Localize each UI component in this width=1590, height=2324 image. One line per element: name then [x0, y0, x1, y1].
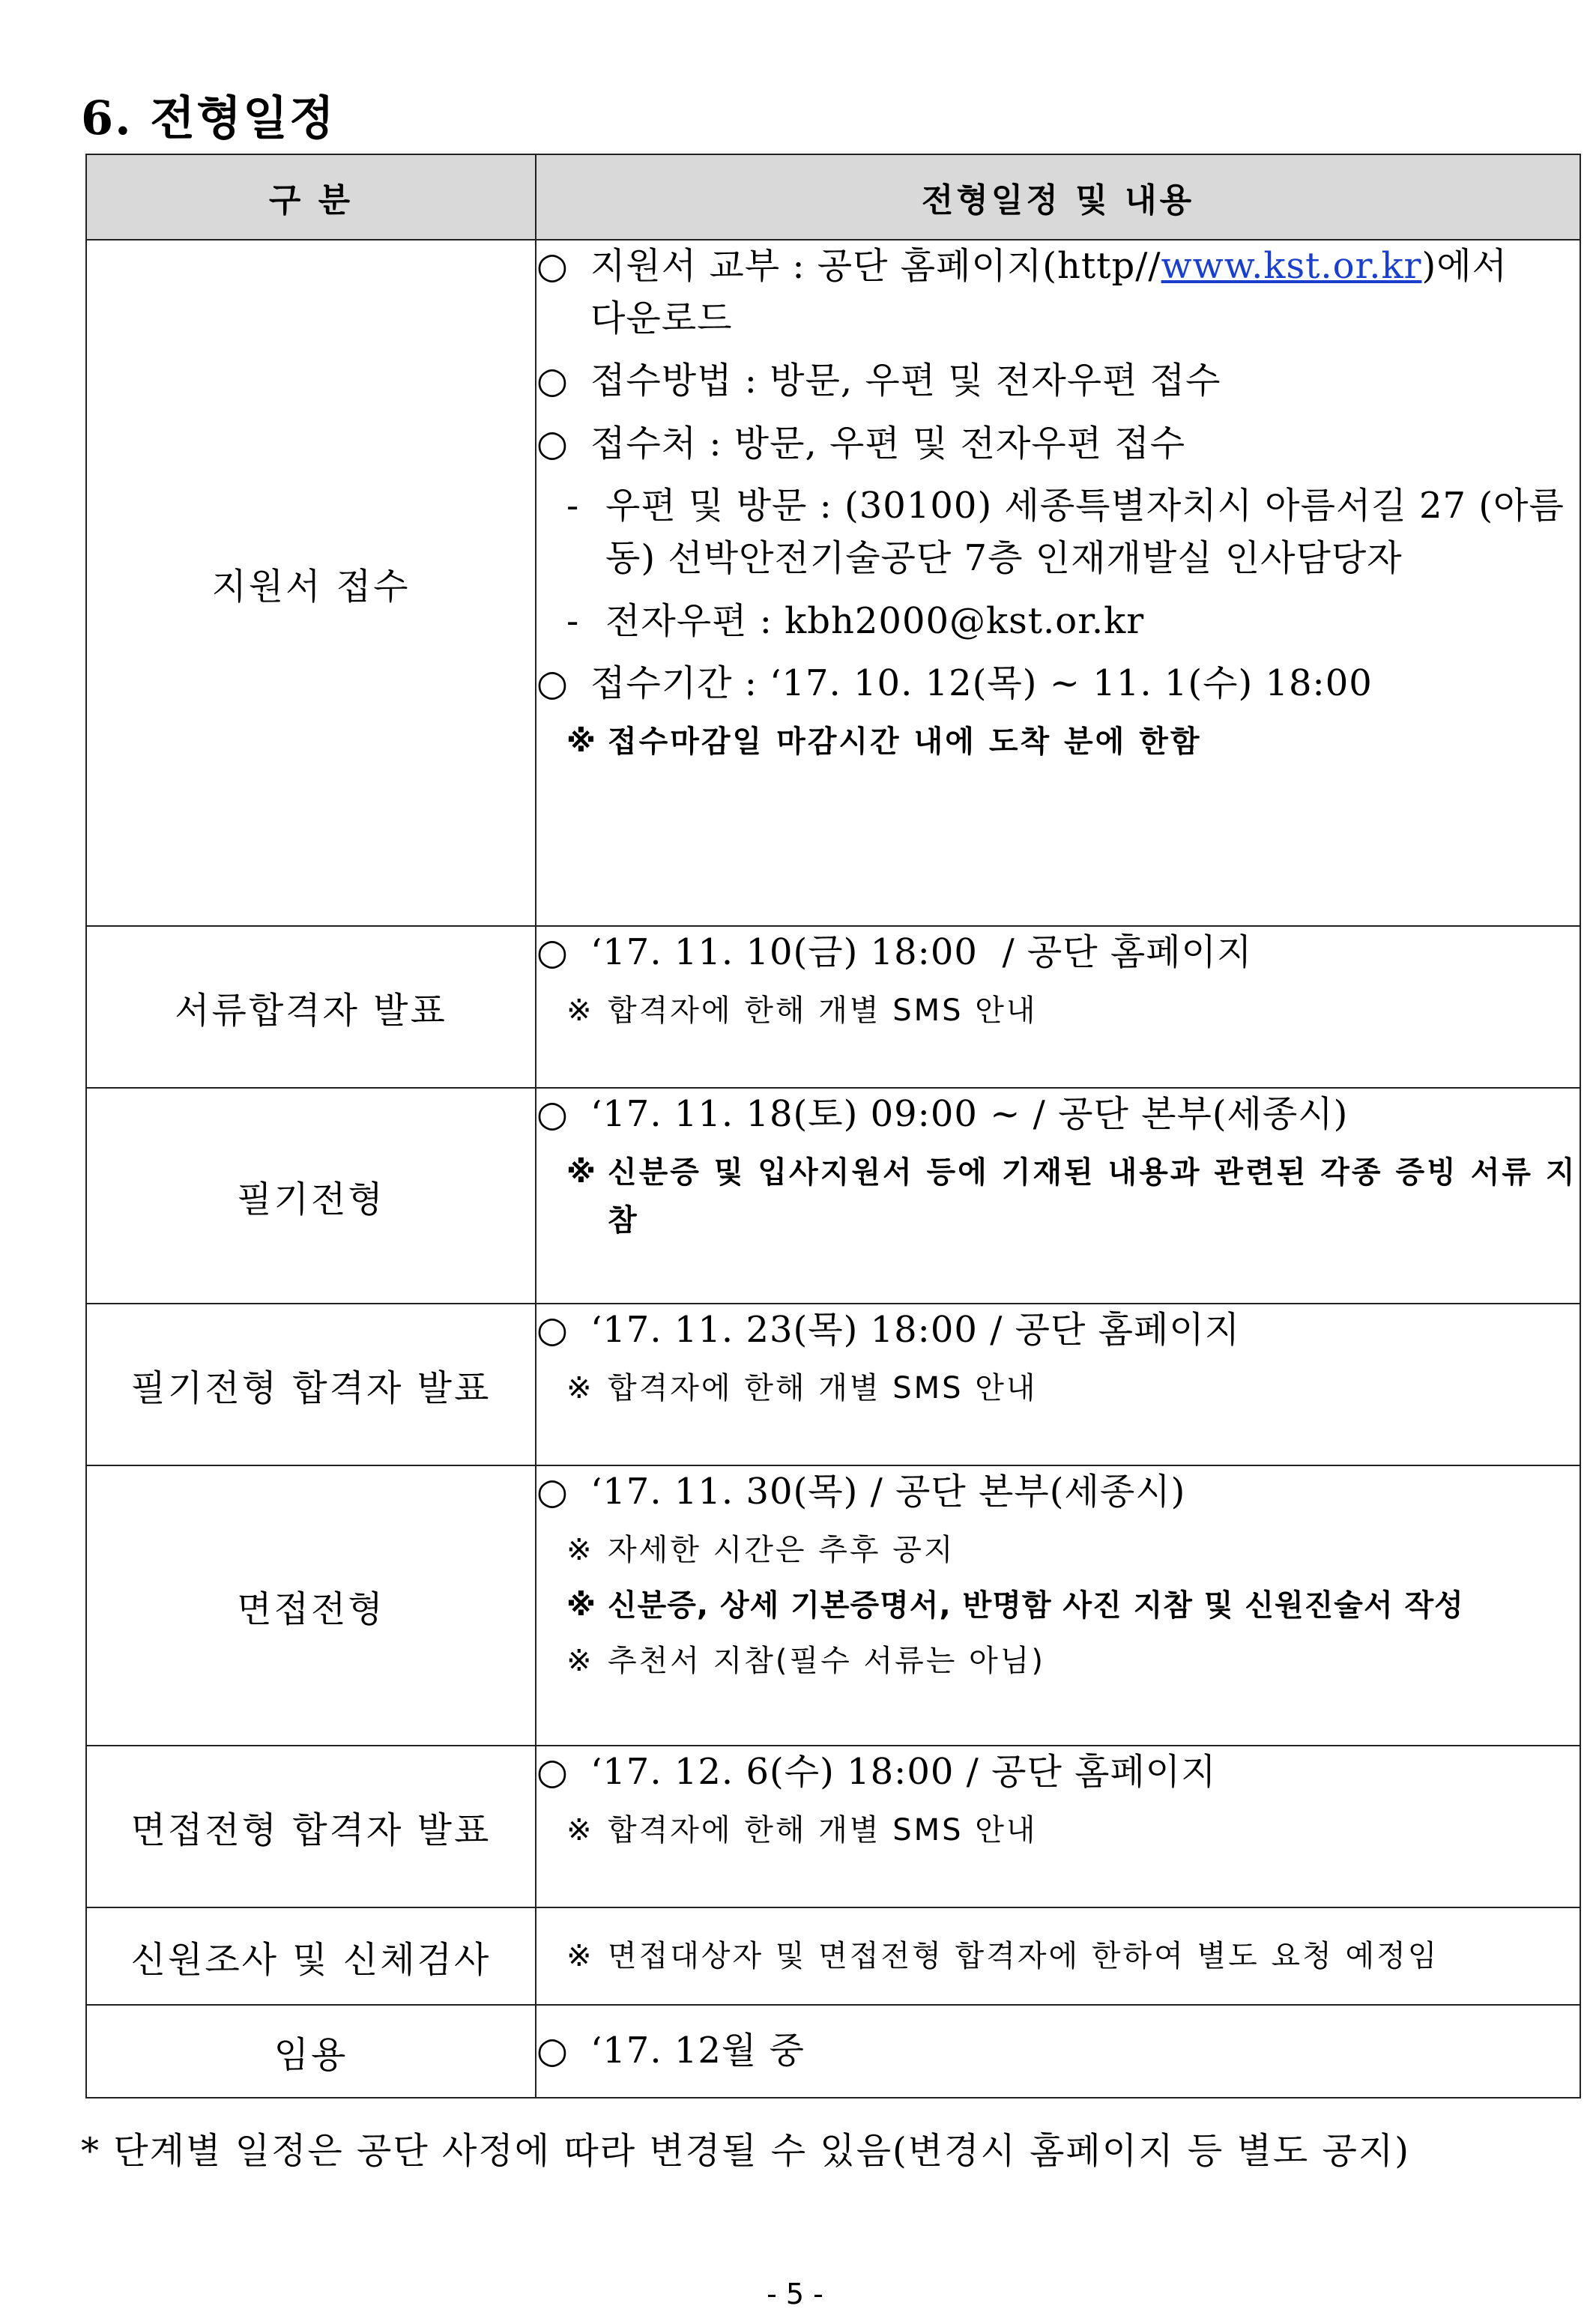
- bullet-item: [536, 355, 1580, 408]
- row-content: [536, 1304, 1580, 1465]
- bullet-text-suffix: )에서: [1421, 245, 1508, 287]
- circle-bullet: ○: [536, 1093, 569, 1135]
- table-row: [86, 926, 1580, 1088]
- row-label: 임용: [86, 2005, 536, 2098]
- note-text: 접수마감일 마감시간 내에 도착 분에 한함: [608, 724, 1202, 759]
- reference-mark: ※: [566, 1588, 598, 1623]
- table-row: [86, 2005, 1580, 2098]
- sub-text-continued: (아름동) 선박안전기술공단 7층 인재개발실 인사담당자: [605, 485, 1565, 579]
- circle-bullet: ○: [536, 931, 569, 973]
- bullet-item: [536, 2025, 1580, 2078]
- bullet-item: [536, 1466, 1580, 1519]
- footnote: * 단계별 일정은 공단 사정에 따라 변경될 수 있음(변경시 홈페이지 등 별도 공지): [81, 2130, 1410, 2172]
- table-header-row: [86, 154, 1580, 240]
- dash-marker: -: [566, 485, 580, 527]
- circle-bullet: ○: [536, 360, 569, 402]
- row-content: [536, 1088, 1580, 1304]
- circle-bullet: ○: [536, 245, 569, 287]
- note-item: [536, 1637, 1580, 1685]
- reference-mark: ※: [566, 993, 594, 1028]
- website-link[interactable]: www.kst.or.kr: [1161, 245, 1422, 287]
- note-text: 합격자에 한해 개별 SMS 안내: [608, 1812, 1038, 1848]
- note-item: [536, 1932, 1580, 1980]
- sub-text: 우편 및 방문 : (30100) 세종특별자치시 아름서길 27: [605, 485, 1467, 527]
- row-label: 필기전형: [86, 1088, 536, 1304]
- reference-mark: ※: [566, 1370, 594, 1405]
- sub-text: 전자우편 : kbh2000@kst.or.kr: [605, 599, 1145, 642]
- bullet-item: [536, 1089, 1580, 1141]
- bullet-text: 접수기간 : ‘17. 10. 12(목) ~ 11. 1(수) 18:00: [590, 662, 1373, 705]
- section-heading: 6. 전형일정: [81, 91, 336, 145]
- reference-mark: ※: [566, 1939, 594, 1973]
- reference-mark: ※: [566, 1532, 594, 1567]
- row-label: 필기전형 합격자 발표: [86, 1304, 536, 1465]
- note-text: 신분증 및 입사지원서 등에 기재된 내용과 관련된 각종 증빙 서류 지참: [608, 1155, 1577, 1238]
- row-content: [536, 1746, 1580, 1907]
- schedule-table: [85, 154, 1581, 2098]
- table-row: [86, 1465, 1580, 1746]
- note-item: [536, 718, 1580, 766]
- sub-item: [536, 596, 1580, 648]
- row-content: [536, 2005, 1580, 2098]
- bullet-item: [536, 1746, 1580, 1799]
- table-row: [86, 1746, 1580, 1907]
- circle-bullet: ○: [536, 1751, 569, 1793]
- row-content: [536, 926, 1580, 1088]
- row-content: [536, 1465, 1580, 1746]
- table-row: [86, 1907, 1580, 2005]
- note-text: 면접대상자 및 면접전형 합격자에 한하여 별도 요청 예정임: [608, 1939, 1439, 1973]
- bullet-text: 지원서 교부 : 공단 홈페이지(http//: [590, 245, 1161, 287]
- note-text: 추천서 지참(필수 서류는 아님): [608, 1643, 1046, 1678]
- header-schedule-content: 전형일정 및 내용: [536, 154, 1580, 240]
- bullet-item: [536, 1304, 1580, 1357]
- row-label: 서류합격자 발표: [86, 926, 536, 1088]
- note-text: 합격자에 한해 개별 SMS 안내: [608, 993, 1038, 1028]
- reference-mark: ※: [566, 1155, 598, 1190]
- table-row: [86, 1304, 1580, 1465]
- reference-mark: ※: [566, 1812, 594, 1848]
- table-row: [86, 1088, 1580, 1304]
- circle-bullet: ○: [536, 422, 569, 465]
- bullet-text: ‘17. 11. 18(토) 09:00 ~ / 공단 본부(세종시): [590, 1093, 1349, 1135]
- note-item: [536, 1364, 1580, 1412]
- bullet-text-continued: 다운로드: [590, 297, 733, 339]
- row-content: [536, 1907, 1580, 2005]
- bullet-item: [536, 927, 1580, 979]
- bullet-item: [536, 240, 1580, 345]
- bullet-text: 접수방법 : 방문, 우편 및 전자우편 접수: [590, 360, 1221, 402]
- row-label: 면접전형: [86, 1465, 536, 1746]
- page-number: - 5 -: [767, 2278, 823, 2311]
- note-item: [536, 1806, 1580, 1854]
- bullet-text: 접수처 : 방문, 우편 및 전자우편 접수: [590, 422, 1186, 465]
- note-item: [536, 987, 1580, 1035]
- circle-bullet: ○: [536, 1309, 569, 1351]
- note-item: [536, 1149, 1580, 1244]
- dash-marker: -: [566, 599, 580, 642]
- note-text: 합격자에 한해 개별 SMS 안내: [608, 1370, 1038, 1405]
- reference-mark: ※: [566, 1643, 594, 1678]
- bullet-text: ‘17. 12. 6(수) 18:00 / 공단 홈페이지: [590, 1751, 1217, 1793]
- row-content: [536, 240, 1580, 926]
- circle-bullet: ○: [536, 2030, 569, 2072]
- bullet-item: [536, 658, 1580, 710]
- note-text: 자세한 시간은 추후 공지: [608, 1532, 955, 1567]
- row-label: 신원조사 및 신체검사: [86, 1907, 536, 2005]
- circle-bullet: ○: [536, 662, 569, 705]
- note-item: [536, 1582, 1580, 1629]
- reference-mark: ※: [566, 724, 598, 759]
- table-row: [86, 240, 1580, 926]
- note-item: [536, 1526, 1580, 1574]
- bullet-text: ‘17. 11. 10(금) 18:00 / 공단 홈페이지: [590, 931, 1253, 973]
- bullet-text: ‘17. 11. 23(목) 18:00 / 공단 홈페이지: [590, 1309, 1241, 1351]
- note-text: 신분증, 상세 기본증명서, 반명함 사진 지참 및 신원진술서 작성: [608, 1588, 1464, 1623]
- sub-item: [536, 480, 1580, 584]
- row-label: 면접전형 합격자 발표: [86, 1746, 536, 1907]
- bullet-text: ‘17. 11. 30(목) / 공단 본부(세종시): [590, 1471, 1186, 1513]
- row-label: 지원서 접수: [86, 240, 536, 926]
- bullet-item: [536, 418, 1580, 470]
- header-category: 구 분: [86, 154, 536, 240]
- circle-bullet: ○: [536, 1471, 569, 1513]
- bullet-text: ‘17. 12월 중: [590, 2030, 805, 2072]
